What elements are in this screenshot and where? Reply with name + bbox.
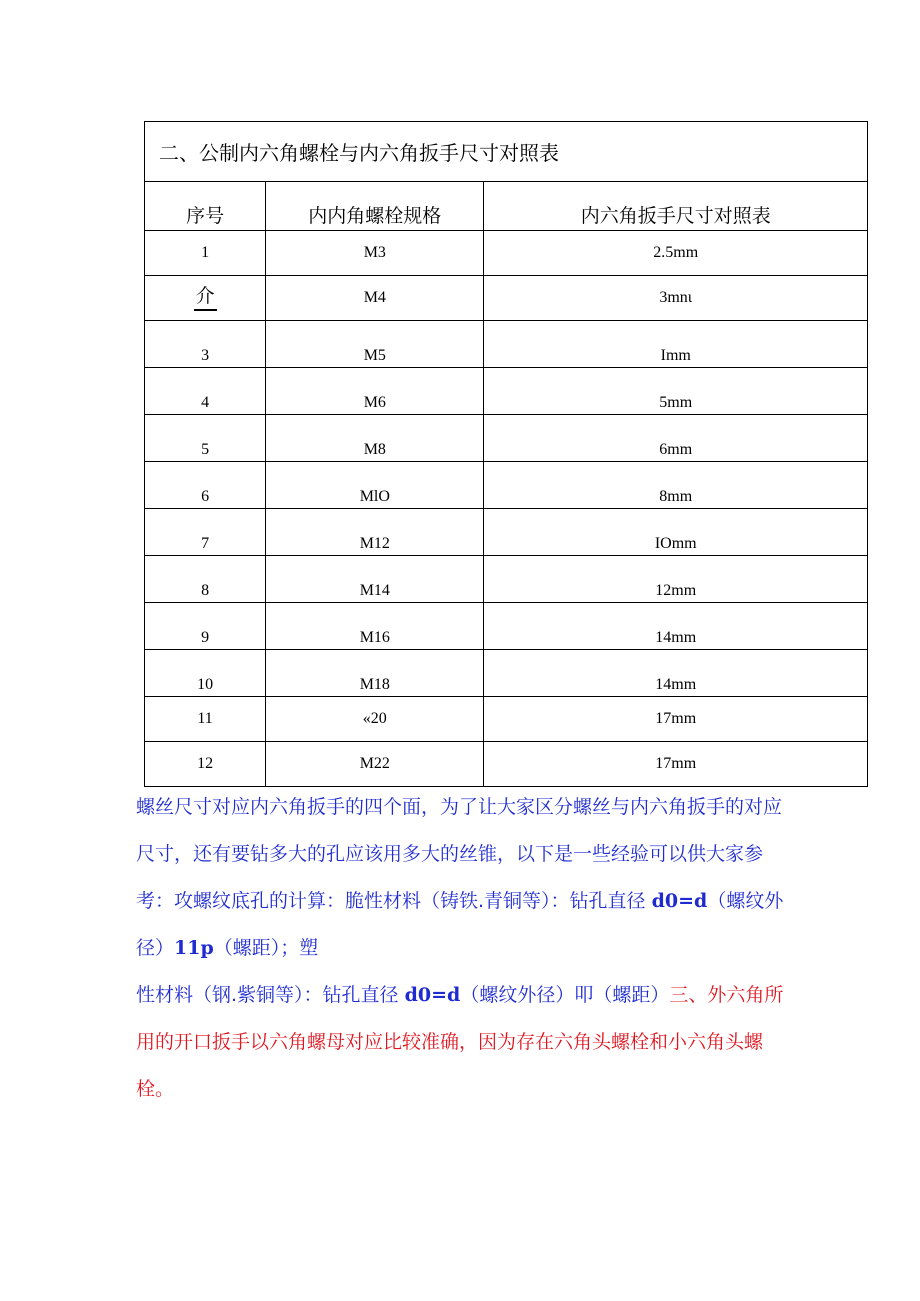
explanatory-paragraph [136,784,880,1113]
row-bolt-spec: M5 [266,321,484,368]
note-line-4c: （螺距）；塑 [213,937,319,959]
table-row [145,321,868,368]
row-number: 9 [145,603,266,650]
row-wrench-size: 3mnι [484,276,868,321]
table-row [145,415,868,462]
row-wrench-size: 17mm [484,742,868,787]
row-number: 8 [145,556,266,603]
table-row [145,697,868,742]
table-row [145,231,868,276]
note-pitch-factor: 11p [174,937,214,959]
note-line-2: 尺寸，还有要钻多大的孔应该用多大的丝锥，以下是一些经验可以供大家参 [136,843,764,865]
row-wrench-size: IOmm [484,509,868,556]
row-wrench-size: 2.5mm [484,231,868,276]
row-bolt-spec: M16 [266,603,484,650]
table-row [145,276,868,321]
row-number: 12 [145,742,266,787]
header-wrench-size: 内六角扳手尺寸对照表 [484,182,868,231]
note-line-3a: 考：攻螺纹底孔的计算：脆性材料（铸铁.青铜等）：钻孔直径 [136,890,652,912]
row-number: 6 [145,462,266,509]
row-wrench-size: 14mm [484,603,868,650]
table-row [145,509,868,556]
row-bolt-spec: MlO [266,462,484,509]
row-number: 4 [145,368,266,415]
note-formula-ductile: d0=d [404,984,461,1006]
row-bolt-spec: M12 [266,509,484,556]
table-header-row [145,182,868,231]
row-bolt-spec: M4 [266,276,484,321]
row-bolt-spec: «20 [266,697,484,742]
row-wrench-size: 6mm [484,415,868,462]
table-title-row [145,122,868,182]
note-line-4a: 径） [136,937,175,959]
table-row [145,650,868,697]
note-line-6: 用的开口扳手以六角螺母对应比较准确，因为存在六角头螺栓和小六角头螺 [136,1031,764,1053]
note-formula-brittle: d0=d [651,890,708,912]
table-row [145,556,868,603]
row-number: 11 [145,697,266,742]
row-bolt-spec: M6 [266,368,484,415]
note-line-3c: （螺纹外 [707,890,784,912]
row-number: 3 [145,321,266,368]
row-wrench-size: 8mm [484,462,868,509]
table-row [145,603,868,650]
table-row [145,462,868,509]
bolt-wrench-size-table [144,121,868,787]
note-line-1: 螺丝尺寸对应内六角扳手的四个面，为了让大家区分螺丝与内六角扳手的对应 [136,796,783,818]
row-wrench-size: Imm [484,321,868,368]
note-section-three-heading: 三、外六角所 [669,984,784,1006]
row-number [145,276,266,321]
row-number: 10 [145,650,266,697]
header-number: 序号 [145,182,266,231]
table-title: 二、公制内六角螺栓与内六角扳手尺寸对照表 [145,122,868,182]
row-wrench-size: 5mm [484,368,868,415]
note-line-5a: 性材料（钢.紫铜等）：钻孔直径 [136,984,405,1006]
row-bolt-spec: M8 [266,415,484,462]
row-number-text: 介 [194,285,217,311]
table-row [145,368,868,415]
table-row [145,742,868,787]
row-number: 1 [145,231,266,276]
note-line-7: 栓。 [136,1078,175,1100]
row-wrench-size: 12mm [484,556,868,603]
row-wrench-size: 17mm [484,697,868,742]
row-bolt-spec: M3 [266,231,484,276]
row-bolt-spec: M22 [266,742,484,787]
note-line-5c: （螺纹外径）叩（螺距） [460,984,670,1006]
row-bolt-spec: M18 [266,650,484,697]
row-bolt-spec: M14 [266,556,484,603]
header-bolt-spec: 内内角螺栓规格 [266,182,484,231]
row-number: 5 [145,415,266,462]
row-number: 7 [145,509,266,556]
row-wrench-size: 14mm [484,650,868,697]
